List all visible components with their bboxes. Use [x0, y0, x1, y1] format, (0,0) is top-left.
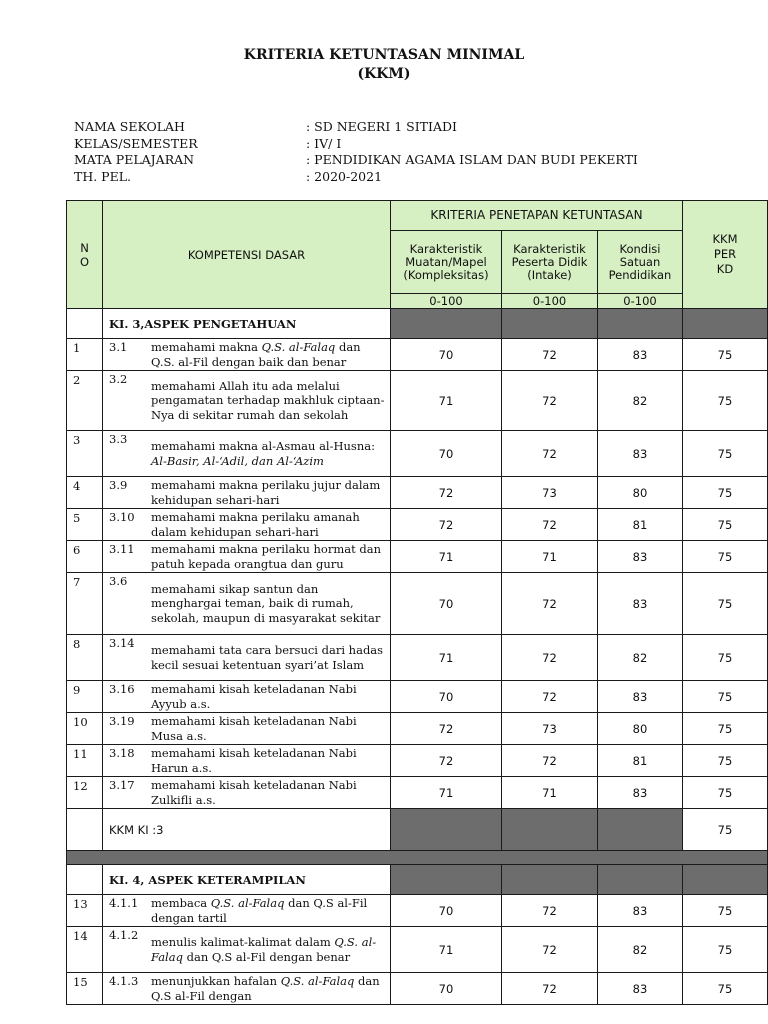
satuan-value: 83 [598, 339, 683, 371]
kd-code: 3.19 [109, 714, 135, 728]
school-info [74, 119, 638, 185]
kompetensi-dasar-cell [103, 635, 391, 681]
kd-code: 3.6 [109, 574, 128, 588]
kompleksitas-value: 71 [391, 635, 502, 681]
kd-description: memahami Allah itu ada melalui pengamatan terhadap makhluk ciptaan-Nya di sekitar rumah dan sekolah [151, 378, 385, 422]
satuan-value: 82 [598, 371, 683, 431]
kd-code: 3.14 [109, 636, 135, 650]
satuan-value: 81 [598, 509, 683, 541]
kkm-value: 75 [683, 681, 768, 713]
satuan-value: 83 [598, 541, 683, 573]
kd-text-part: dan Q.S al-Fil dengan tartil [151, 896, 368, 925]
header-range: 0-100 [502, 294, 598, 309]
kd-description: memahami makna perilaku hormat dan patuh kepada orangtua dan guru [151, 542, 382, 571]
kkm-value: 75 [683, 745, 768, 777]
kd-code: 3.10 [109, 510, 135, 524]
kompetensi-dasar-cell [103, 541, 391, 573]
kd-italic-term: Q.S. al-Falaq [280, 974, 355, 988]
kd-code: 4.1.3 [109, 974, 139, 988]
table-row [67, 777, 768, 809]
kompetensi-dasar-cell [103, 477, 391, 509]
satuan-value: 83 [598, 895, 683, 927]
kd-description [151, 896, 386, 925]
kkm-value: 75 [683, 573, 768, 635]
section-no-cell [67, 309, 103, 339]
kd-code: 4.1.1 [109, 896, 139, 910]
section-ki3-title: KI. 3,ASPEK PENGETAHUAN [103, 309, 391, 339]
kompetensi-dasar-cell [103, 777, 391, 809]
dark-cell [598, 809, 683, 851]
kompetensi-dasar-cell [103, 745, 391, 777]
kompetensi-dasar-cell [103, 973, 391, 1005]
header-satuan: Kondisi Satuan Pendidikan [598, 231, 683, 294]
dark-cell [391, 809, 502, 851]
header-no: N O [67, 201, 103, 309]
kd-description [151, 439, 386, 468]
satuan-value: 80 [598, 713, 683, 745]
satuan-value: 83 [598, 973, 683, 1005]
kd-text-part: memahami makna al-Asmau al-Husna: [151, 439, 375, 453]
intake-value: 72 [502, 339, 598, 371]
satuan-value: 81 [598, 745, 683, 777]
row-number: 14 [67, 927, 103, 973]
info-row-subject [74, 152, 638, 169]
table-row [67, 477, 768, 509]
kkm-table [66, 200, 768, 1005]
intake-value: 72 [502, 745, 598, 777]
kompetensi-dasar-cell [103, 371, 391, 431]
kompetensi-dasar-cell [103, 573, 391, 635]
kompleksitas-value: 70 [391, 681, 502, 713]
intake-value: 72 [502, 681, 598, 713]
satuan-value: 82 [598, 927, 683, 973]
header-intake: Karakteristik Peserta Didik (Intake) [502, 231, 598, 294]
satuan-value: 83 [598, 573, 683, 635]
kd-text-part: membaca [151, 896, 211, 910]
table-row [67, 339, 768, 371]
kd-description [151, 340, 386, 369]
row-number: 12 [67, 777, 103, 809]
header-range: 0-100 [391, 294, 502, 309]
kompetensi-dasar-cell [103, 681, 391, 713]
dark-cell [598, 865, 683, 895]
intake-value: 72 [502, 509, 598, 541]
kd-description [151, 974, 386, 1003]
dark-cell [502, 809, 598, 851]
kd-description: memahami kisah keteladanan Nabi Musa a.s. [151, 714, 357, 743]
dark-separator [67, 851, 768, 865]
row-number: 3 [67, 431, 103, 477]
row-number: 5 [67, 509, 103, 541]
kkm-ki3-label: KKM KI :3 [103, 809, 391, 851]
info-value: : IV/ I [306, 135, 342, 151]
row-number: 7 [67, 573, 103, 635]
kompleksitas-value: 72 [391, 509, 502, 541]
section-no-cell [67, 865, 103, 895]
satuan-value: 82 [598, 635, 683, 681]
kd-code: 3.16 [109, 682, 135, 696]
dark-cell [683, 309, 768, 339]
intake-value: 73 [502, 713, 598, 745]
kd-code: 3.18 [109, 746, 135, 760]
kd-description [151, 935, 386, 964]
info-label: MATA PELAJARAN [74, 152, 195, 167]
kkm-value: 75 [683, 431, 768, 477]
kkm-value: 75 [683, 927, 768, 973]
kd-description: memahami makna perilaku amanah dalam kehidupan sehari-hari [151, 510, 360, 539]
kkm-value: 75 [683, 895, 768, 927]
table-row [67, 573, 768, 635]
kd-description: memahami kisah keteladanan Nabi Zulkifli a.s. [151, 778, 357, 807]
header-kkm-per-kd: KKM PER KD [683, 201, 768, 309]
kd-text-part: dan Q.S al-Fil dengan benar [182, 949, 351, 964]
satuan-value: 83 [598, 681, 683, 713]
intake-value: 72 [502, 895, 598, 927]
kkm-value: 75 [683, 541, 768, 573]
kd-code: 3.17 [109, 778, 135, 792]
row-number: 8 [67, 635, 103, 681]
kompetensi-dasar-cell [103, 895, 391, 927]
dark-cell [598, 309, 683, 339]
kompetensi-dasar-cell [103, 431, 391, 477]
row-number: 11 [67, 745, 103, 777]
kompleksitas-value: 70 [391, 339, 502, 371]
header-range: 0-100 [598, 294, 683, 309]
kkm-value: 75 [683, 777, 768, 809]
document-subtitle: (KKM) [357, 66, 411, 82]
intake-value: 71 [502, 777, 598, 809]
table-row [67, 681, 768, 713]
kompetensi-dasar-cell [103, 509, 391, 541]
kompleksitas-value: 71 [391, 541, 502, 573]
kompleksitas-value: 71 [391, 371, 502, 431]
row-number: 6 [67, 541, 103, 573]
dark-cell [391, 309, 502, 339]
dark-cell [683, 865, 768, 895]
section-ki4-title: KI. 4, ASPEK KETERAMPILAN [103, 865, 391, 895]
empty-cell [67, 809, 103, 851]
kd-text-part: dan Q.S. al-Fil dengan baik dan benar [151, 340, 361, 369]
intake-value: 72 [502, 371, 598, 431]
table-row [67, 541, 768, 573]
kd-code: 3.9 [109, 478, 128, 492]
section-ki4-row [67, 865, 768, 895]
intake-value: 72 [502, 573, 598, 635]
kd-text-part: memahami makna [151, 340, 262, 354]
row-number: 13 [67, 895, 103, 927]
document-title: KRITERIA KETUNTASAN MINIMAL [243, 47, 525, 63]
table-row [67, 431, 768, 477]
kompleksitas-value: 70 [391, 895, 502, 927]
kd-code: 3.11 [109, 542, 135, 556]
kd-description: memahami sikap santun dan menghargai teman, baik di rumah, sekolah, maupun di masyarakat sekitar [151, 581, 381, 625]
satuan-value: 83 [598, 777, 683, 809]
intake-value: 72 [502, 431, 598, 477]
kompetensi-dasar-cell [103, 713, 391, 745]
kd-code: 4.1.2 [109, 928, 139, 942]
info-label: KELAS/SEMESTER [74, 135, 198, 151]
kd-italic-term: Q.S. al-Falaq [261, 340, 336, 354]
table-row [67, 371, 768, 431]
table-row [67, 635, 768, 681]
kompleksitas-value: 72 [391, 745, 502, 777]
dark-cell [502, 309, 598, 339]
kkm-value: 75 [683, 635, 768, 681]
info-value: : 2020-2021 [306, 168, 383, 184]
kd-description: memahami kisah keteladanan Nabi Harun a.s. [151, 746, 357, 775]
kd-code: 3.3 [109, 432, 128, 446]
kompetensi-dasar-cell [103, 339, 391, 371]
row-number: 9 [67, 681, 103, 713]
kkm-value: 75 [683, 973, 768, 1005]
kkm-value: 75 [683, 713, 768, 745]
kd-italic-term: Al-Basir, Al-‘Adil, dan Al-‘Azim [151, 453, 324, 468]
kompleksitas-value: 70 [391, 973, 502, 1005]
kkm-ki3-value: 75 [683, 809, 768, 851]
info-row-year [74, 169, 638, 186]
kompleksitas-value: 72 [391, 713, 502, 745]
header-kompetensi-dasar: KOMPETENSI DASAR [103, 201, 391, 309]
kompleksitas-value: 72 [391, 477, 502, 509]
intake-value: 73 [502, 477, 598, 509]
kkm-value: 75 [683, 509, 768, 541]
kd-code: 3.2 [109, 372, 128, 386]
table-row [67, 745, 768, 777]
row-number: 4 [67, 477, 103, 509]
table-row [67, 895, 768, 927]
info-label: NAMA SEKOLAH [74, 119, 185, 134]
satuan-value: 80 [598, 477, 683, 509]
intake-value: 72 [502, 635, 598, 681]
kompleksitas-value: 71 [391, 777, 502, 809]
kd-text-part: dan Q.S al-Fil dengan [151, 974, 380, 1003]
kkm-value: 75 [683, 477, 768, 509]
intake-value: 72 [502, 927, 598, 973]
header-kriteria: KRITERIA PENETAPAN KETUNTASAN [391, 201, 683, 231]
kd-code: 3.1 [109, 340, 128, 354]
info-value: : SD NEGERI 1 SITIADI [306, 119, 457, 134]
table-row [67, 509, 768, 541]
kkm-value: 75 [683, 339, 768, 371]
kd-description: memahami kisah keteladanan Nabi Ayyub a.s. [151, 682, 357, 711]
header-kompleksitas: Karakteristik Muatan/Mapel (Kompleksitas) [391, 231, 502, 294]
info-row-class [74, 136, 638, 153]
kd-italic-term: Q.S. al-Falaq [151, 935, 377, 964]
kkm-value: 75 [683, 371, 768, 431]
row-number: 1 [67, 339, 103, 371]
kompleksitas-value: 70 [391, 573, 502, 635]
separator-row [67, 851, 768, 865]
row-number: 15 [67, 973, 103, 1005]
dark-cell [502, 865, 598, 895]
table-row [67, 713, 768, 745]
intake-value: 71 [502, 541, 598, 573]
kd-text-part: menulis kalimat-kalimat dalam [151, 935, 335, 949]
kompleksitas-value: 70 [391, 431, 502, 477]
info-row-school [74, 119, 638, 136]
info-label: TH. PEL. [74, 168, 131, 184]
kd-text-part: menunjukkan hafalan [151, 974, 281, 988]
intake-value: 72 [502, 973, 598, 1005]
kd-italic-term: Q.S. al-Falaq [210, 896, 285, 910]
info-value: : PENDIDIKAN AGAMA ISLAM DAN BUDI PEKERTI [306, 152, 638, 167]
row-number: 10 [67, 713, 103, 745]
kompleksitas-value: 71 [391, 927, 502, 973]
kd-description: memahami tata cara bersuci dari hadas kecil sesuai ketentuan syari’at Islam [151, 643, 384, 672]
table-row [67, 927, 768, 973]
kompetensi-dasar-cell [103, 927, 391, 973]
kkm-ki3-row [67, 809, 768, 851]
kd-description: memahami makna perilaku jujur dalam kehidupan sehari-hari [151, 478, 381, 507]
table-row [67, 973, 768, 1005]
row-number: 2 [67, 371, 103, 431]
dark-cell [391, 865, 502, 895]
satuan-value: 83 [598, 431, 683, 477]
